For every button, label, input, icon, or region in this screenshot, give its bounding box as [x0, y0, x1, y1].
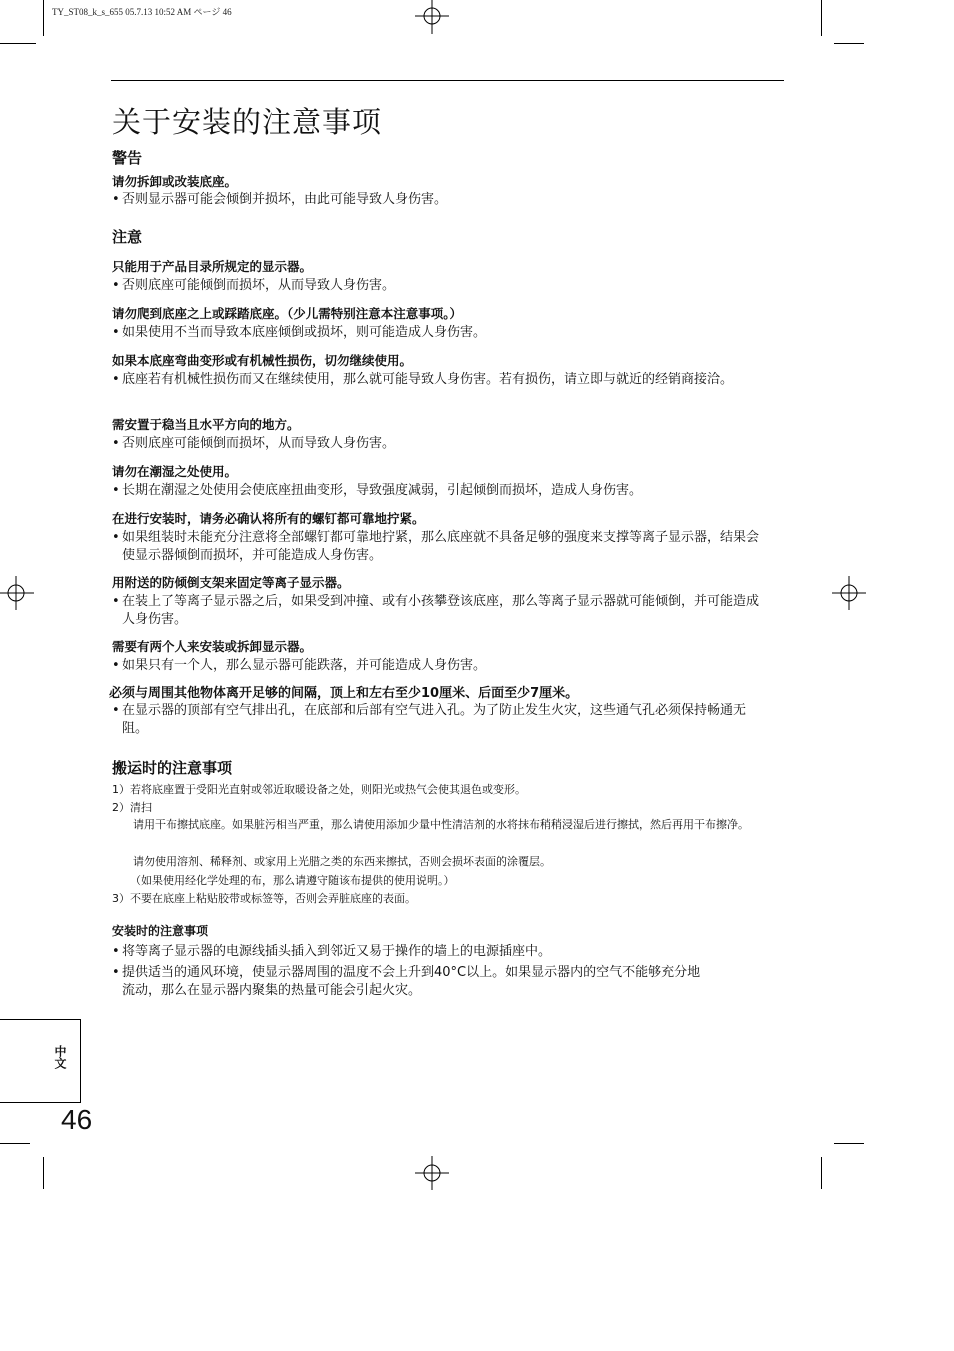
- bullet-text: 否则底座可能倾倒而损坏，从而导致人身伤害。: [122, 436, 396, 451]
- crop-mark: [43, 0, 44, 36]
- install-heading: 安装时的注意事项: [112, 924, 209, 938]
- crop-mark: [821, 0, 822, 36]
- bullet: •: [112, 372, 120, 387]
- caution-item-body: [112, 435, 787, 453]
- page-number: 46: [61, 1104, 93, 1135]
- bullet: •: [112, 965, 120, 980]
- page-title: 关于安装的注意事项: [112, 105, 383, 139]
- caution-item-heading: 需要有两个人来安装或拆卸显示器。: [112, 639, 313, 654]
- bullet: •: [112, 703, 120, 718]
- registration-mark-icon: [415, 0, 449, 34]
- bullet-text: 如果组装时未能充分注意将全部螺钉都可靠地拧紧，那么底座就不具备足够的强度来支撑等离子显示器，结果会使显示器倾倒而损坏，并可能造成人身伤害。: [122, 530, 760, 563]
- header-rule: [111, 80, 784, 81]
- caution-item-body: [112, 657, 787, 675]
- caution-item-body: [112, 529, 767, 565]
- install-item: [112, 943, 787, 961]
- transport-item-1: 1）若将底座置于受阳光直射或邻近取暖设备之处，则阳光或热气会使其退色或变形。: [112, 783, 526, 796]
- bullet-text: 在显示器的顶部有空气排出孔，在底部和后部有空气进入孔。为了防止发生火灾，这些通气孔必须保持畅通无阻。: [122, 703, 747, 736]
- crop-mark: [834, 43, 864, 44]
- bullet-text: 将等离子显示器的电源线插头插入到邻近又易于操作的墙上的电源插座中。: [122, 944, 552, 959]
- caution-item-heading: 请勿爬到底座之上或踩踏底座。（少儿需特别注意本注意事项。）: [112, 306, 463, 321]
- bullet: •: [112, 436, 120, 451]
- crop-mark: [821, 1157, 822, 1189]
- bullet: •: [112, 530, 120, 545]
- bullet: •: [112, 278, 120, 293]
- crop-mark: [0, 1143, 30, 1144]
- warning-item-heading: 请勿拆卸或改装底座。: [112, 174, 238, 189]
- caution-item-heading: 如果本底座弯曲变形或有机械性损伤，切勿继续使用。: [112, 353, 413, 368]
- crop-mark: [0, 43, 36, 44]
- caution-item-heading: 必须与周围其他物体离开足够的间隔，顶上和左右至少10厘米、后面至少7厘米。: [109, 686, 579, 701]
- install-item: [112, 964, 712, 1000]
- transport-item-2: 2）清扫: [112, 801, 152, 814]
- caution-item-body: [112, 277, 787, 295]
- transport-item-3: 3）不要在底座上粘贴胶带或标签等，否则会弄脏底座的表面。: [112, 892, 416, 905]
- warning-heading: 警告: [112, 149, 143, 167]
- bullet-text: 在装上了等离子显示器之后，如果受到冲撞、或有小孩攀登该底座，那么等离子显示器就可能倾倒，并可能造成人身伤害。: [122, 594, 760, 627]
- bullet: •: [112, 658, 120, 673]
- bullet: •: [112, 325, 120, 340]
- bullet-text: 否则显示器可能会倾倒并损坏，由此可能导致人身伤害。: [122, 192, 448, 207]
- bullet-text: 长期在潮湿之处使用会使底座扭曲变形，导致强度减弱，引起倾倒而损坏，造成人身伤害。: [122, 483, 643, 498]
- caution-item-body: [112, 593, 767, 629]
- caution-item-heading: 只能用于产品目录所规定的显示器。: [112, 259, 313, 274]
- registration-mark-icon: [0, 576, 34, 610]
- registration-mark-icon: [415, 1156, 449, 1190]
- caution-item-body: [112, 702, 767, 738]
- bullet: •: [112, 944, 120, 959]
- caution-item-heading: 需安置于稳当且水平方向的地方。: [112, 417, 300, 432]
- warning-item-body: [112, 191, 787, 209]
- caution-heading: 注意: [112, 228, 143, 246]
- bullet-text: 否则底座可能倾倒而损坏，从而导致人身伤害。: [122, 278, 396, 293]
- transport-item-2-detail: 请勿使用溶剂、稀释剂、或家用上光腊之类的东西来擦拭，否则会损坏表面的涂覆层。: [133, 855, 551, 868]
- caution-item-body: [112, 324, 787, 342]
- transport-heading: 搬运时的注意事项: [112, 759, 233, 777]
- registration-mark-icon: [832, 576, 866, 610]
- caution-item-body: [112, 482, 787, 500]
- language-tab-label: 中文: [53, 1045, 67, 1069]
- bullet-text: 提供适当的通风环境，使显示器周围的温度不会上升到40°C以上。如果显示器内的空气不能够充分地流动，那么在显示器内聚集的热量可能会引起火灾。: [122, 965, 701, 998]
- caution-item-heading: 用附送的防倾倒支架来固定等离子显示器。: [112, 575, 350, 590]
- print-slug: TY_ST08_k_s_655 05.7.13 10:52 AM ページ 46: [52, 7, 232, 17]
- crop-mark: [43, 1157, 44, 1189]
- bullet-text: 底座若有机械性损伤而又在继续使用，那么就可能导致人身伤害。若有损伤，请立即与就近的经销商接洽。: [122, 372, 734, 387]
- transport-item-2-detail: 请用干布擦拭底座。如果脏污相当严重，那么请使用添加少量中性清洁剂的水将抹布稍稍浸湿后进行擦拭，然后再用干布擦净。: [133, 818, 749, 831]
- bullet: •: [112, 483, 120, 498]
- transport-item-2-detail: （如果使用经化学处理的布，那么请遵守随该布提供的使用说明。）: [130, 874, 455, 887]
- crop-mark: [834, 1143, 864, 1144]
- caution-item-heading: 请勿在潮湿之处使用。: [112, 464, 238, 479]
- bullet: •: [112, 192, 120, 207]
- caution-item-body: [112, 371, 787, 389]
- caution-item-heading: 在进行安装时，请务必确认将所有的螺钉都可靠地拧紧。: [112, 511, 425, 526]
- bullet-text: 如果只有一个人，那么显示器可能跌落，并可能造成人身伤害。: [122, 658, 487, 673]
- bullet-text: 如果使用不当而导致本底座倾倒或损坏，则可能造成人身伤害。: [122, 325, 487, 340]
- bullet: •: [112, 594, 120, 609]
